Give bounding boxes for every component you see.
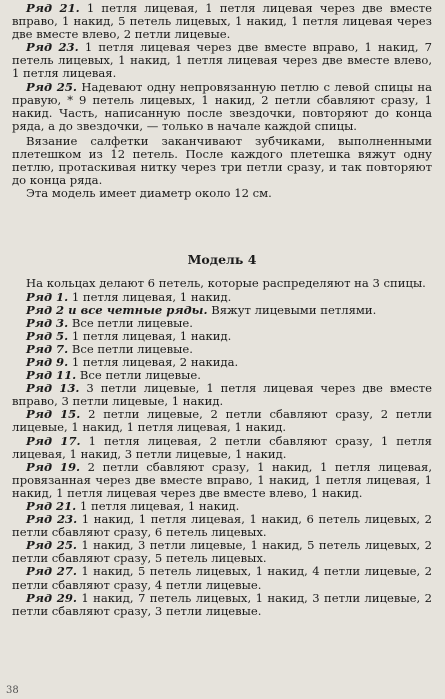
row-text: 3 петли лицевые, 1 петля лицевая через две вместе вправо, 3 петли лицевые, 1 накид. <box>12 381 433 409</box>
row-label: Ряд 17. <box>26 433 81 448</box>
row-text: 1 петля лицевая через две вместе вправо, 1 накид, 7 петель лицевых, 1 накид, 1 петля лицевая через две вместе влево, 1 петля лицевая. <box>12 40 433 81</box>
row-label: Ряд 21. <box>26 1 80 15</box>
row-item <box>12 461 432 500</box>
row-label: Ряд 23. <box>26 40 79 55</box>
row-text: 1 накид, 7 петель лицевых, 1 накид, 3 петли лицевые, 2 петли сбавляют сразу, 3 петли лицевые. <box>12 590 433 618</box>
row-label: Ряд 27. <box>26 564 77 579</box>
row-label: Ряд 13. <box>26 381 80 396</box>
finish-paragraph: Вязание салфетки заканчивают зубчиками, выполненными плетешком из 12 петель. После каждого плетешка вяжут одну петлю, протаскивая нитку через три петли сразу, и так повторяют до конца ряда. <box>12 133 432 188</box>
diameter-paragraph: Эта модель имеет диаметр около 12 см. <box>26 186 272 201</box>
row-label: Ряд 19. <box>26 459 81 474</box>
row-text: 1 петля лицевая, 1 петля лицевая через две вместе вправо, 1 накид, 5 петель лицевых, 1 накид, 1 петля лицевая через две вместе влево, 2 петли лицевые. <box>12 1 432 42</box>
row-label: Ряд 29. <box>26 590 77 605</box>
row-label: Ряд 9. <box>26 354 69 369</box>
row-23-top <box>12 41 432 80</box>
row-text: 1 петля лицевая, 1 накид. <box>71 289 232 304</box>
row-item <box>12 539 432 565</box>
row-text: Все петли лицевые. <box>71 341 193 356</box>
row-item <box>12 382 432 408</box>
row-text: Все петли лицевые. <box>71 315 193 330</box>
row-label: Ряд 23. <box>26 512 78 527</box>
row-text: 1 накид, 5 петель лицевых, 1 накид, 4 петли лицевые, 2 петли сбавляют сразу, 4 петли лицевые. <box>12 564 433 592</box>
row-label: Ряд 2 и все четные ряды. <box>26 302 208 317</box>
row-label: Ряд 15. <box>26 407 81 422</box>
row-label: Ряд 11. <box>26 368 77 383</box>
row-text: Все петли лицевые. <box>79 368 201 383</box>
section-gap <box>12 200 432 252</box>
row-item <box>12 408 432 434</box>
row-item <box>12 565 432 591</box>
row-label: Ряд 25. <box>26 79 77 94</box>
intro-paragraph: На кольцах делают 6 петель, которые распределяют на 3 спицы. <box>26 276 426 291</box>
row-label: Ряд 25. <box>26 538 77 553</box>
row-21-top <box>12 2 432 41</box>
row-list <box>12 291 432 618</box>
row-text: 1 накид, 1 петля лицевая, 1 накид, 6 петель лицевых, 2 петли сбавляют сразу, 6 петель лицевых. <box>12 512 432 540</box>
row-item <box>12 435 432 461</box>
row-text: 1 петля лицевая, 1 накид. <box>71 328 232 343</box>
row-25-top <box>12 81 432 133</box>
row-label: Ряд 21. <box>26 499 77 513</box>
page-number: 38 <box>6 685 19 696</box>
row-text: 1 петля лицевая, 2 петли сбавляют сразу, 1 петля лицевая, 1 накид, 3 петли лицевые, 1 накид. <box>12 433 432 461</box>
row-text: 2 петли сбавляют сразу, 1 накид, 1 петля лицевая, провязанная через две вместе вправо, 1 накид, 1 петля лицевая, 1 накид, 1 петля лицевая через две вместе влево, 1 накид. <box>12 459 433 500</box>
row-label: Ряд 3. <box>26 315 69 330</box>
row-label: Ряд 1. <box>26 289 69 304</box>
row-text: 1 накид, 3 петли лицевые, 1 накид, 5 петель лицевых, 2 петли сбавляют сразу, 5 петель лицевых. <box>12 538 433 566</box>
row-label: Ряд 7. <box>26 341 69 356</box>
section-title: Модель 4 <box>187 252 257 268</box>
row-text: 1 петля лицевая, 1 накид. <box>79 499 240 513</box>
row-text: 1 петля лицевая, 2 накида. <box>71 354 239 369</box>
row-label: Ряд 5. <box>26 328 69 343</box>
row-text: Надевают одну непровязанную петлю с левой спицы на правую, * 9 петель лицевых, 1 накид, 2 петли сбавляют сразу, 1 накид. Часть, написанную после звездочки, повторяют до конца ряда, а до звездочки, — только в начале каждой спицы. <box>12 79 432 133</box>
row-item <box>12 592 432 618</box>
row-text: 2 петли лицевые, 2 петли сбавляют сразу, 2 петли лицевые, 1 накид, 1 петля лицевая, 1 накид. <box>12 407 432 435</box>
row-text: Вяжут лицевыми петлями. <box>211 302 377 317</box>
row-item <box>12 513 432 539</box>
